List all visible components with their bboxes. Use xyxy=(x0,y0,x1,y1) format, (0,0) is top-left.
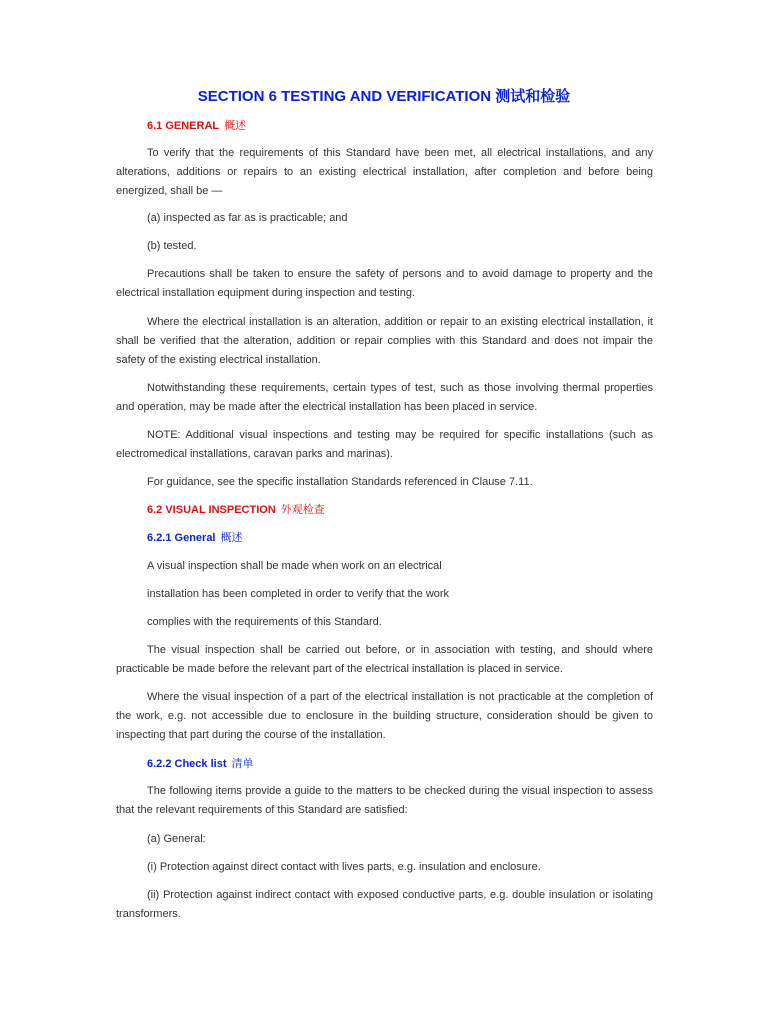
heading-6-2-2 xyxy=(147,756,254,772)
paragraph: Where the electrical installation is an alteration, addition or repair to an existing electrical installation, it shall be verified that the alteration, addition or repair complies with this Standard and does not impair the safety of the existing electrical installation. xyxy=(116,316,653,366)
heading-6-2-1-chinese: 概述 xyxy=(220,532,243,544)
heading-6-1-number: 6.1 GENERAL xyxy=(147,120,220,132)
heading-6-2-chinese: 外观检查 xyxy=(280,504,325,516)
heading-6-1 xyxy=(147,118,246,134)
list-item: (a) General: xyxy=(147,833,206,845)
paragraph: To verify that the requirements of this Standard have been met, all electrical installations, and any alterations, additions or repairs to an existing electrical installation, after completion and before being energized, shall be — xyxy=(116,147,653,197)
heading-6-2-1 xyxy=(147,530,243,546)
section-title: SECTION 6 TESTING AND VERIFICATION 测试和检验 xyxy=(197,88,571,105)
note-paragraph: NOTE: Additional visual inspections and testing may be required for specific installations (such as electromedical installations, caravan parks and marinas). xyxy=(116,429,653,460)
paragraph-line: installation has been completed in order to verify that the work xyxy=(147,588,450,600)
heading-6-2-2-number: 6.2.2 Check list xyxy=(147,758,227,770)
paragraph: For guidance, see the specific installation Standards referenced in Clause 7.11. xyxy=(147,476,533,488)
paragraph: The following items provide a guide to the matters to be checked during the visual inspection to assess that the relevant requirements of this Standard are satisfied: xyxy=(116,785,653,816)
list-item: (i) Protection against direct contact with lives parts, e.g. insulation and enclosure. xyxy=(147,861,541,873)
heading-6-1-chinese: 概述 xyxy=(224,120,247,132)
list-item: (ii) Protection against indirect contact with exposed conductive parts, e.g. double insulation or isolating transformers. xyxy=(116,889,653,920)
paragraph: Where the visual inspection of a part of the electrical installation is not practicable at the completion of the work, e.g. not accessible due to enclosure in the building structure, consideration should be given to inspecting that part during the course of the installation. xyxy=(116,691,653,741)
heading-6-2-1-number: 6.2.1 General xyxy=(147,532,216,544)
paragraph-line: complies with the requirements of this Standard. xyxy=(147,616,382,628)
paragraph: Notwithstanding these requirements, certain types of test, such as those involving thermal properties and operation, may be made after the electrical installation has been placed in service. xyxy=(116,382,653,413)
paragraph: The visual inspection shall be carried out before, or in association with testing, and should where practicable be made before the relevant part of the electrical installation is placed in service. xyxy=(116,644,653,675)
heading-6-2 xyxy=(147,502,325,518)
paragraph: Precautions shall be taken to ensure the safety of persons and to avoid damage to property and the electrical installation equipment during inspection and testing. xyxy=(116,268,653,299)
list-item: (a) inspected as far as is practicable; and xyxy=(147,212,348,224)
list-item: (b) tested. xyxy=(147,240,197,252)
paragraph-line: A visual inspection shall be made when work on an electrical xyxy=(147,560,442,572)
heading-6-2-number: 6.2 VISUAL INSPECTION xyxy=(147,504,276,516)
heading-6-2-2-chinese: 清单 xyxy=(231,758,254,770)
